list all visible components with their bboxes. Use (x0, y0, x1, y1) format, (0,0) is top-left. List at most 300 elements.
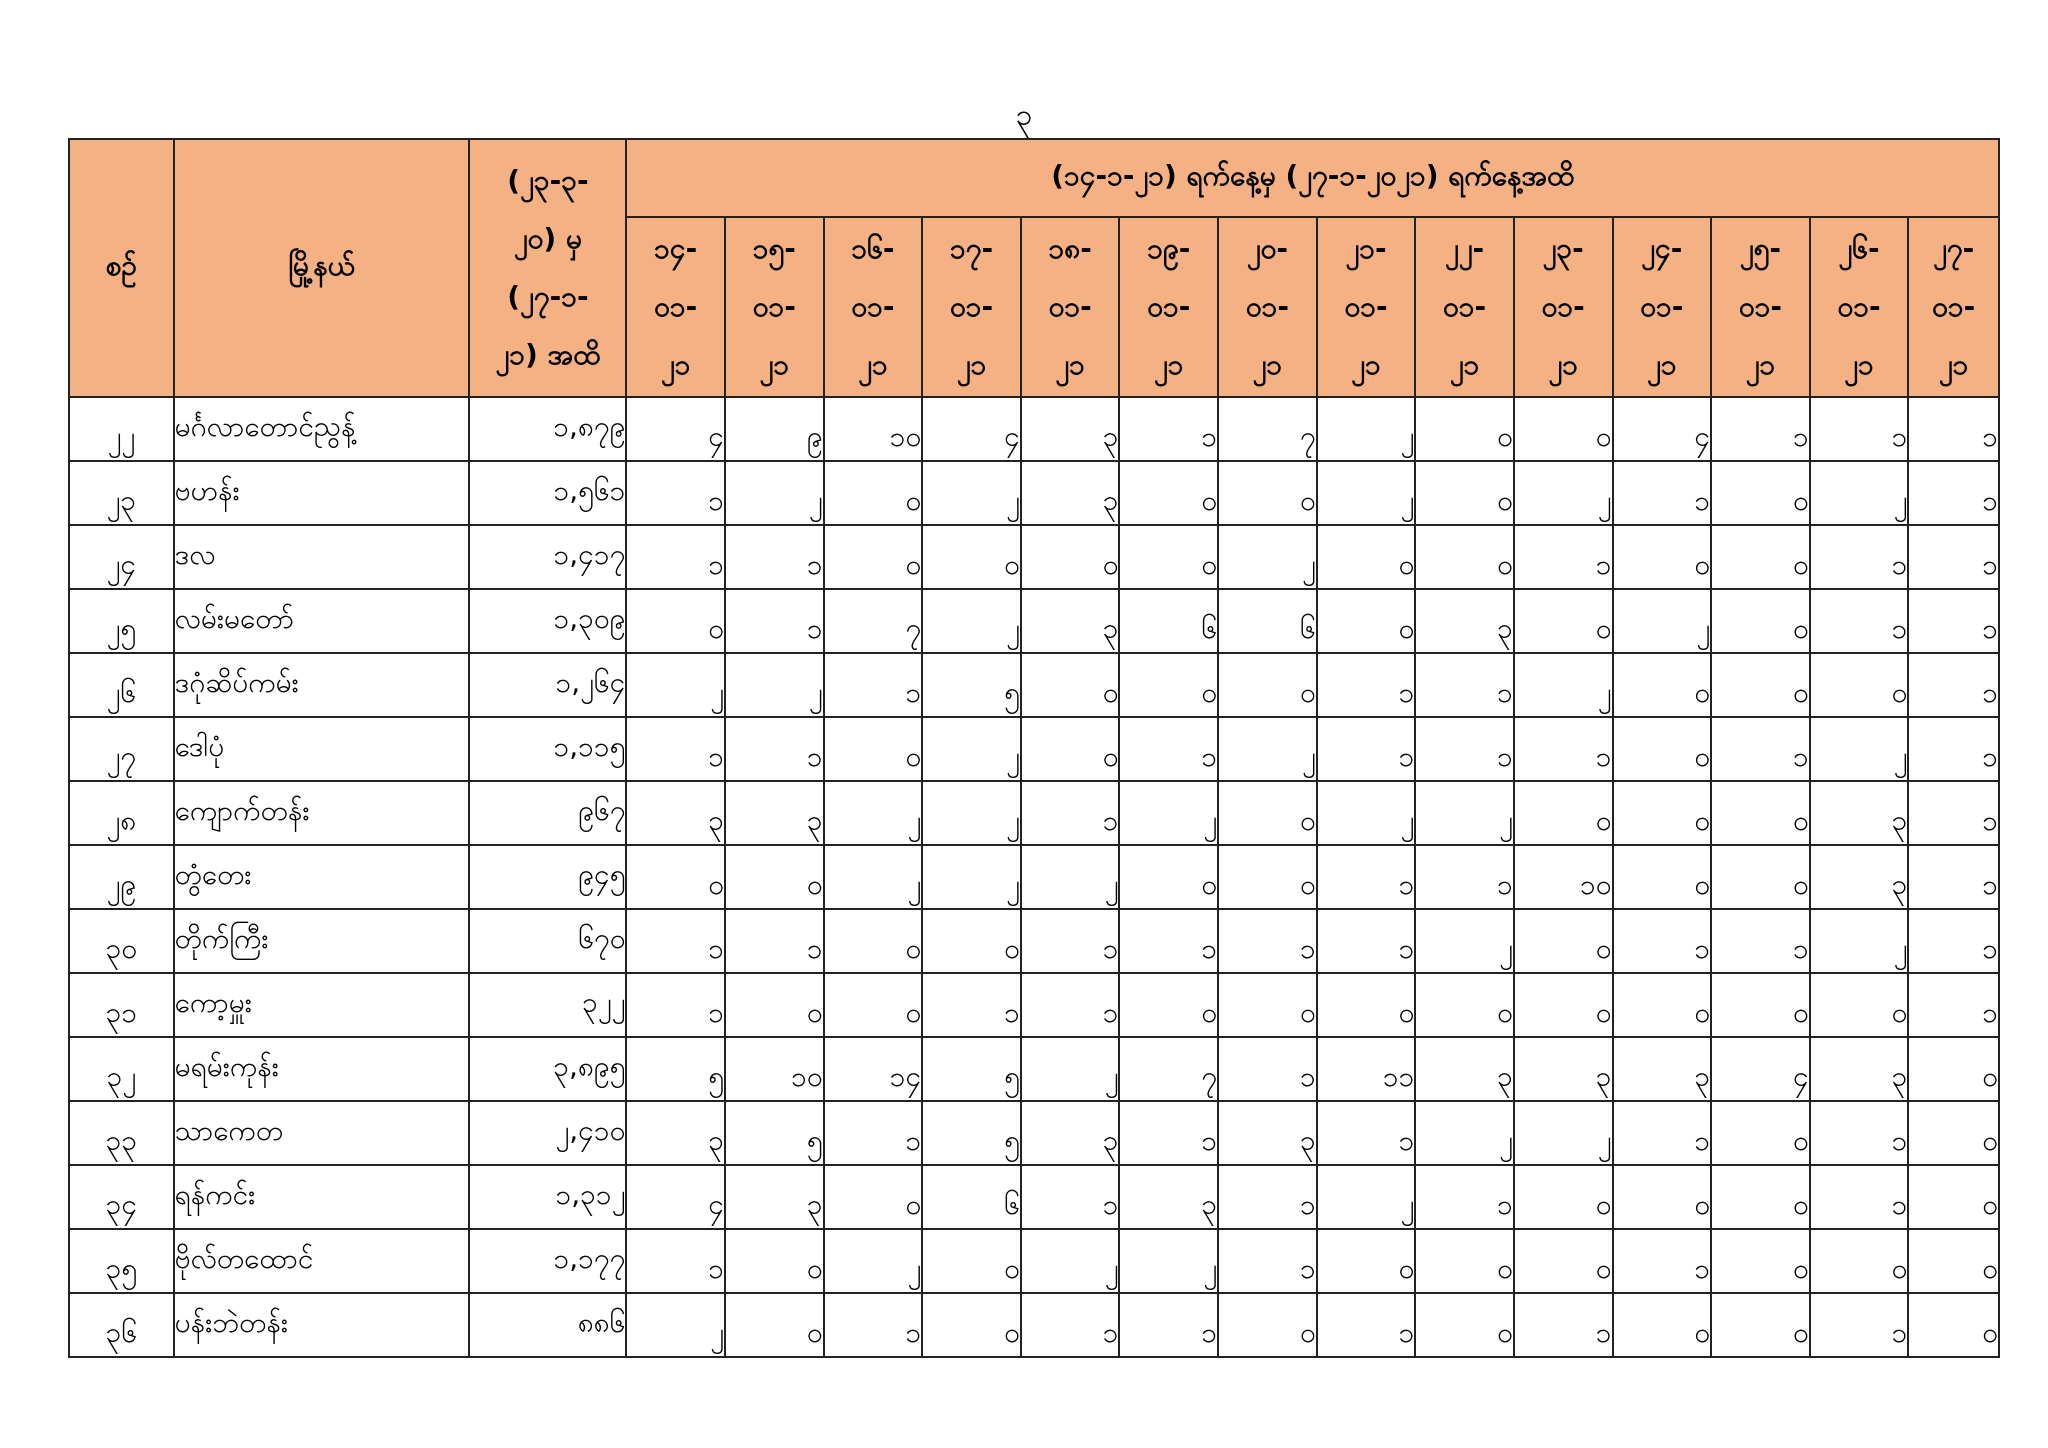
daily-count-cell: ၂ (626, 653, 725, 717)
table-row (69, 781, 1999, 845)
daily-count-cell: ၂ (1021, 845, 1120, 909)
daily-count-cell: ၀ (922, 1229, 1021, 1293)
daily-count-cell: ၁ (1908, 717, 1999, 781)
daily-count-cell: ၀ (1711, 1101, 1810, 1165)
date-header-part: ၂၁ (1844, 348, 1874, 381)
date-header-part: ၀၁- (1738, 290, 1782, 323)
daily-count-cell: ၀ (1514, 397, 1613, 461)
daily-count-cell: ၀ (626, 589, 725, 653)
date-header-cell (725, 217, 824, 397)
daily-count-cell: ၀ (1613, 1293, 1712, 1357)
daily-count-cell: ၀ (922, 525, 1021, 589)
daily-count-cell: ၂ (1218, 717, 1317, 781)
daily-count-cell: ၁ (824, 1101, 923, 1165)
daily-count-cell: ၀ (1514, 1229, 1613, 1293)
table-row (69, 717, 1999, 781)
daily-count-cell: ၂ (1514, 461, 1613, 525)
cumulative-total-cell: ၁,၁၁၅ (469, 717, 626, 781)
date-header-part: ၂၁ (1938, 348, 1969, 381)
cumulative-total-cell: ၁,၂၆၄ (469, 653, 626, 717)
total-header-line: ၂၁) အထိ (495, 338, 601, 371)
daily-count-cell: ၁ (1810, 1165, 1909, 1229)
daily-count-cell: ၀ (626, 845, 725, 909)
daily-count-cell: ၅ (626, 1037, 725, 1101)
daily-count-cell: ၁ (1317, 845, 1416, 909)
township-cell: မရမ်းကုန်း (174, 1037, 470, 1101)
daily-count-cell: ၁၄ (824, 1037, 923, 1101)
cumulative-total-cell: ၁,၃၀၉ (469, 589, 626, 653)
daily-count-cell: ၁၁ (1317, 1037, 1416, 1101)
daily-count-cell: ၀ (1613, 973, 1712, 1037)
daily-count-cell: ၂ (922, 717, 1021, 781)
daily-count-cell: ၁ (626, 909, 725, 973)
table-body (69, 397, 1999, 1357)
township-cell: မင်္ဂလာတောင်ညွန့် (174, 397, 470, 461)
sn-cell: ၂၃ (69, 461, 174, 525)
date-range-header: (၁၄-၁-၂၁) ရက်နေ့မှ (၂၇-၁-၂၀၂၁) ရက်နေ့အထိ (626, 139, 1999, 217)
cumulative-total-cell: ၉၄၅ (469, 845, 626, 909)
daily-count-cell: ၁ (1021, 1293, 1120, 1357)
daily-count-cell: ၀ (725, 973, 824, 1037)
daily-count-cell: ၀ (1613, 781, 1712, 845)
daily-count-cell: ၀ (1711, 1229, 1810, 1293)
cumulative-total-cell: ၁,၈၇၉ (469, 397, 626, 461)
sn-cell: ၂၆ (69, 653, 174, 717)
date-header-part: ၁၅- (752, 232, 796, 265)
daily-count-cell: ၀ (824, 461, 923, 525)
daily-count-cell: ၀ (1908, 1293, 1999, 1357)
daily-count-cell: ၅ (922, 653, 1021, 717)
date-header-cell (1021, 217, 1120, 397)
daily-count-cell: ၄ (626, 397, 725, 461)
township-cell: ကျောက်တန်း (174, 781, 470, 845)
date-header-part: ၂၁ (1548, 348, 1578, 381)
township-cell: ဒလ (174, 525, 470, 589)
daily-count-cell: ၅ (922, 1101, 1021, 1165)
daily-count-cell: ၁ (1415, 653, 1514, 717)
daily-count-cell: ၁ (1908, 653, 1999, 717)
daily-count-cell: ၀ (725, 1293, 824, 1357)
daily-count-cell: ၀ (1514, 589, 1613, 653)
daily-count-cell: ၀ (1119, 973, 1218, 1037)
daily-count-cell: ၂ (1218, 525, 1317, 589)
daily-count-cell: ၆ (1218, 589, 1317, 653)
table-row (69, 845, 1999, 909)
daily-count-cell: ၀ (1218, 845, 1317, 909)
daily-count-cell: ၀ (1908, 1165, 1999, 1229)
daily-count-cell: ၀ (824, 909, 923, 973)
daily-count-cell: ၁ (1021, 781, 1120, 845)
daily-count-cell: ၀ (1119, 461, 1218, 525)
daily-count-cell: ၁ (1218, 1229, 1317, 1293)
daily-count-cell: ၁ (1415, 1165, 1514, 1229)
date-header-part: ၂၁ (1745, 348, 1776, 381)
daily-count-cell: ၁ (1810, 1101, 1909, 1165)
township-cell: ရန်ကင်း (174, 1165, 470, 1229)
daily-count-cell: ၁ (1908, 909, 1999, 973)
daily-count-cell: ၃ (1021, 461, 1120, 525)
daily-count-cell: ၁ (1119, 1101, 1218, 1165)
daily-count-cell: ၀ (1613, 525, 1712, 589)
daily-count-cell: ၁ (1021, 1165, 1120, 1229)
daily-count-cell: ၂ (824, 845, 923, 909)
daily-count-cell: ၂ (922, 461, 1021, 525)
daily-count-cell: ၀ (1021, 717, 1120, 781)
date-header-part: ၀၁- (1932, 290, 1976, 323)
daily-count-cell: ၀ (1613, 653, 1712, 717)
table-row (69, 973, 1999, 1037)
daily-count-cell: ၂ (1119, 1229, 1218, 1293)
daily-count-cell: ၀ (1317, 973, 1416, 1037)
date-header-part: ၀၁- (1245, 290, 1289, 323)
date-header-part: ၁၈- (1048, 232, 1092, 265)
daily-count-cell: ၁ (1810, 589, 1909, 653)
daily-count-cell: ၀ (1711, 973, 1810, 1037)
daily-count-cell: ၂ (922, 781, 1021, 845)
daily-count-cell: ၀ (1514, 973, 1613, 1037)
daily-count-cell: ၀ (824, 973, 923, 1037)
daily-count-cell: ၁ (1613, 461, 1712, 525)
daily-count-cell: ၄ (1613, 397, 1712, 461)
daily-count-cell: ၀ (1613, 845, 1712, 909)
date-header-part: ၂၄- (1641, 232, 1683, 265)
daily-count-cell: ၃ (1021, 589, 1120, 653)
daily-count-cell: ၀ (1021, 653, 1120, 717)
date-header-part: ၂၁ (1252, 348, 1283, 381)
date-header-cell (1218, 217, 1317, 397)
date-header-part: ၂၃- (1542, 232, 1584, 265)
daily-count-cell: ၁ (626, 717, 725, 781)
date-header-part: ၂၁ (858, 348, 888, 381)
daily-count-cell: ၁ (1908, 397, 1999, 461)
daily-count-cell: ၃ (1218, 1101, 1317, 1165)
daily-count-cell: ၃ (626, 781, 725, 845)
daily-count-cell: ၀ (1613, 717, 1712, 781)
date-header-part: ၀၁- (1541, 290, 1585, 323)
daily-count-cell: ၇ (824, 589, 923, 653)
date-header-part: ၂၁ (956, 348, 987, 381)
township-cell: ပန်းဘဲတန်း (174, 1293, 470, 1357)
date-header-part: ၂၀- (1246, 232, 1288, 265)
daily-count-cell: ၀ (1119, 525, 1218, 589)
date-header-cell (922, 217, 1021, 397)
daily-count-cell: ၁ (1711, 717, 1810, 781)
daily-count-cell: ၀ (1908, 1229, 1999, 1293)
sn-cell: ၃၅ (69, 1229, 174, 1293)
date-header-part: ၁၉- (1147, 232, 1191, 265)
date-header-part: ၂၆- (1838, 232, 1880, 265)
daily-count-cell: ၄ (626, 1165, 725, 1229)
daily-count-cell: ၂ (1613, 589, 1712, 653)
daily-count-cell: ၀ (1613, 1165, 1712, 1229)
daily-count-cell: ၀ (1218, 973, 1317, 1037)
daily-count-cell: ၃ (1514, 1037, 1613, 1101)
daily-count-cell: ၂ (1021, 1037, 1120, 1101)
daily-count-cell: ၀ (725, 845, 824, 909)
daily-count-cell: ၂ (922, 589, 1021, 653)
cumulative-total-cell: ၉၆၇ (469, 781, 626, 845)
date-header-part: ၂၁ (1055, 348, 1085, 381)
cumulative-total-header (469, 139, 626, 397)
daily-count-cell: ၁ (1613, 1101, 1712, 1165)
daily-count-cell: ၀ (1711, 781, 1810, 845)
daily-count-cell: ၁ (1908, 845, 1999, 909)
daily-count-cell: ၃ (1810, 781, 1909, 845)
daily-count-cell: ၁ (1415, 845, 1514, 909)
daily-count-cell: ၀ (1514, 1165, 1613, 1229)
daily-count-cell: ၆ (922, 1165, 1021, 1229)
daily-count-cell: ၁ (626, 525, 725, 589)
date-header-cell (1415, 217, 1514, 397)
daily-count-cell: ၀ (725, 1229, 824, 1293)
cumulative-total-cell: ၃,၈၉၅ (469, 1037, 626, 1101)
table-row (69, 1165, 1999, 1229)
table-row (69, 909, 1999, 973)
daily-count-cell: ၂ (1415, 909, 1514, 973)
daily-count-cell: ၁ (824, 1293, 923, 1357)
daily-count-cell: ၂ (1317, 1165, 1416, 1229)
daily-count-cell: ၁၀ (725, 1037, 824, 1101)
daily-count-cell: ၁ (1810, 397, 1909, 461)
daily-count-cell: ၀ (922, 909, 1021, 973)
daily-count-cell: ၀ (824, 717, 923, 781)
table-row (69, 1037, 1999, 1101)
date-header-part: ၂၁ (1154, 348, 1184, 381)
daily-count-cell: ၇ (1119, 1037, 1218, 1101)
daily-count-cell: ၁ (1119, 1293, 1218, 1357)
daily-count-cell: ၁ (1908, 589, 1999, 653)
township-cell: ဗဟန်း (174, 461, 470, 525)
daily-count-cell: ၁ (1514, 717, 1613, 781)
date-header-part: ၀၁- (1147, 290, 1191, 323)
date-header-part: ၂၁- (1345, 232, 1387, 265)
sn-header: စဉ် (69, 139, 174, 397)
daily-count-cell: ၁ (725, 909, 824, 973)
daily-count-cell: ၁ (725, 589, 824, 653)
daily-count-cell: ၂ (1317, 397, 1416, 461)
daily-count-cell: ၅ (725, 1101, 824, 1165)
township-cell: ဗိုလ်တထောင် (174, 1229, 470, 1293)
date-header-part: ၂၇- (1933, 232, 1975, 265)
cumulative-total-cell: ၆၇၀ (469, 909, 626, 973)
township-cell: ကော့မှူး (174, 973, 470, 1037)
daily-count-cell: ၁ (725, 525, 824, 589)
daily-count-cell: ၁ (626, 1229, 725, 1293)
date-header-part: ၁၄- (654, 232, 698, 265)
daily-count-cell: ၀ (1711, 461, 1810, 525)
township-cell: ဒေါပုံ (174, 717, 470, 781)
date-header-part: ၀၁- (1048, 290, 1092, 323)
cumulative-total-cell: ၈၈၆ (469, 1293, 626, 1357)
daily-count-cell: ၂ (1415, 781, 1514, 845)
daily-count-cell: ၁၀ (824, 397, 923, 461)
daily-count-cell: ၁ (626, 973, 725, 1037)
daily-count-cell: ၂ (626, 1293, 725, 1357)
date-header-part: ၀၁- (752, 290, 796, 323)
daily-count-cell: ၀ (1711, 589, 1810, 653)
daily-count-cell: ၂ (1514, 653, 1613, 717)
total-header-line: (၂၇-၁- (507, 280, 589, 313)
daily-count-cell: ၁ (1415, 717, 1514, 781)
sn-cell: ၃၀ (69, 909, 174, 973)
sn-cell: ၂၄ (69, 525, 174, 589)
daily-count-cell: ၁ (1317, 1101, 1416, 1165)
daily-count-cell: ၀ (824, 525, 923, 589)
daily-count-cell: ၁ (1810, 1293, 1909, 1357)
township-cell: တိုက်ကြီး (174, 909, 470, 973)
daily-count-cell: ၁ (1908, 973, 1999, 1037)
daily-count-cell: ၁ (824, 653, 923, 717)
cumulative-total-cell: ၁,၁၇၇ (469, 1229, 626, 1293)
daily-count-cell: ၃ (725, 781, 824, 845)
daily-count-cell: ၀ (1514, 909, 1613, 973)
date-header-cell (1810, 217, 1909, 397)
date-header-part: ၁၇- (950, 232, 994, 265)
daily-count-cell: ၀ (1415, 1293, 1514, 1357)
daily-count-cell: ၂ (1415, 1101, 1514, 1165)
daily-count-cell: ၀ (1317, 1229, 1416, 1293)
sn-cell: ၃၄ (69, 1165, 174, 1229)
daily-count-cell: ၀ (1218, 1293, 1317, 1357)
daily-count-cell: ၁ (1514, 525, 1613, 589)
daily-count-cell: ၃ (1415, 589, 1514, 653)
sn-cell: ၃၂ (69, 1037, 174, 1101)
daily-count-cell: ၀ (1415, 1229, 1514, 1293)
date-header-part: ၂၁ (1647, 348, 1677, 381)
table-row (69, 1101, 1999, 1165)
daily-count-cell: ၁ (1613, 1229, 1712, 1293)
date-header-cell (824, 217, 923, 397)
date-header-part: ၁၆- (851, 232, 895, 265)
date-header-part: ၀၁- (1837, 290, 1881, 323)
daily-count-cell: ၁ (1711, 909, 1810, 973)
daily-count-cell: ၁ (1908, 781, 1999, 845)
table-row (69, 1293, 1999, 1357)
township-header: မြို့နယ် (174, 139, 470, 397)
daily-count-cell: ၂ (725, 461, 824, 525)
daily-count-cell: ၀ (1908, 1037, 1999, 1101)
daily-count-cell: ၂ (1021, 1229, 1120, 1293)
daily-count-cell: ၃ (725, 1165, 824, 1229)
daily-count-cell: ၃ (1415, 1037, 1514, 1101)
daily-count-cell: ၁ (1613, 909, 1712, 973)
daily-count-cell: ၀ (1908, 1101, 1999, 1165)
page-number: ၃ (1015, 98, 1033, 133)
date-header-part: ၂၁ (1351, 348, 1381, 381)
daily-count-cell: ၀ (1810, 653, 1909, 717)
daily-count-cell: ၂ (725, 653, 824, 717)
daily-count-cell: ၃ (1810, 845, 1909, 909)
daily-count-cell: ၁ (1810, 525, 1909, 589)
cumulative-total-cell: ၁,၅၆၁ (469, 461, 626, 525)
daily-count-cell: ၁ (1317, 717, 1416, 781)
daily-count-cell: ၃ (626, 1101, 725, 1165)
daily-count-cell: ၀ (1415, 461, 1514, 525)
daily-count-cell: ၃ (1810, 1037, 1909, 1101)
daily-count-cell: ၀ (1711, 525, 1810, 589)
daily-count-cell: ၀ (1218, 653, 1317, 717)
daily-count-cell: ၀ (1415, 525, 1514, 589)
table-header (69, 139, 1999, 397)
daily-count-cell: ၄ (1711, 1037, 1810, 1101)
date-header-part: ၂၂- (1445, 232, 1485, 265)
date-header-cell (1711, 217, 1810, 397)
table-row (69, 461, 1999, 525)
daily-count-cell: ၀ (1119, 845, 1218, 909)
daily-count-cell: ၂ (1317, 781, 1416, 845)
daily-count-cell: ၀ (824, 1165, 923, 1229)
date-header-part: ၀၁- (654, 290, 698, 323)
sn-cell: ၃၃ (69, 1101, 174, 1165)
daily-count-cell: ၁ (1021, 973, 1120, 1037)
daily-count-cell: ၀ (1218, 781, 1317, 845)
cumulative-total-cell: ၂,၄၁၀ (469, 1101, 626, 1165)
township-cell: လမ်းမတော် (174, 589, 470, 653)
daily-count-cell: ၂ (1119, 781, 1218, 845)
daily-count-cell: ၀ (1317, 589, 1416, 653)
date-header-cell (1514, 217, 1613, 397)
daily-count-cell: ၀ (922, 1293, 1021, 1357)
daily-count-cell: ၅ (922, 1037, 1021, 1101)
daily-count-cell: ၀ (1711, 1165, 1810, 1229)
sn-cell: ၃၁ (69, 973, 174, 1037)
township-cases-table (68, 138, 2000, 1358)
date-header-part: ၀၁- (950, 290, 994, 323)
daily-count-cell: ၁ (1317, 653, 1416, 717)
daily-count-cell: ၂ (922, 845, 1021, 909)
header-row-1 (69, 139, 1999, 217)
daily-count-cell: ၂ (1514, 1101, 1613, 1165)
daily-count-cell: ၁ (1711, 397, 1810, 461)
daily-count-cell: ၁ (1119, 909, 1218, 973)
cumulative-total-cell: ၁,၃၁၂ (469, 1165, 626, 1229)
daily-count-cell: ၂ (1810, 461, 1909, 525)
township-cell: သာကေတ (174, 1101, 470, 1165)
daily-count-cell: ၂ (824, 1229, 923, 1293)
daily-count-cell: ၀ (1317, 525, 1416, 589)
daily-count-cell: ၁ (626, 461, 725, 525)
table-row (69, 397, 1999, 461)
cumulative-total-cell: ၁,၄၁၇ (469, 525, 626, 589)
daily-count-cell: ၀ (1514, 781, 1613, 845)
total-header-line: (၂၃-၃- (507, 164, 589, 197)
sn-cell: ၂၇ (69, 717, 174, 781)
daily-count-cell: ၁ (1218, 909, 1317, 973)
date-header-cell (1613, 217, 1712, 397)
daily-count-cell: ၀ (1711, 1293, 1810, 1357)
daily-count-cell: ၁ (1218, 1165, 1317, 1229)
daily-count-cell: ၁ (1908, 461, 1999, 525)
date-header-part: ၀၁- (1640, 290, 1684, 323)
daily-count-cell: ၂ (1317, 461, 1416, 525)
daily-count-cell: ၀ (1119, 653, 1218, 717)
table-row (69, 1229, 1999, 1293)
table-row (69, 653, 1999, 717)
daily-count-cell: ၀ (1021, 525, 1120, 589)
daily-count-cell: ၁ (1119, 397, 1218, 461)
daily-count-cell: ၆ (1119, 589, 1218, 653)
daily-count-cell: ၁၀ (1514, 845, 1613, 909)
daily-count-cell: ၁ (922, 973, 1021, 1037)
table-row (69, 589, 1999, 653)
daily-count-cell: ၁ (725, 717, 824, 781)
total-header-line: ၂၀) မှ (513, 222, 582, 255)
daily-count-cell: ၃ (1613, 1037, 1712, 1101)
daily-count-cell: ၂ (824, 781, 923, 845)
date-header-part: ၀၁- (1344, 290, 1388, 323)
sn-cell: ၂၈ (69, 781, 174, 845)
date-header-cell (1908, 217, 1999, 397)
